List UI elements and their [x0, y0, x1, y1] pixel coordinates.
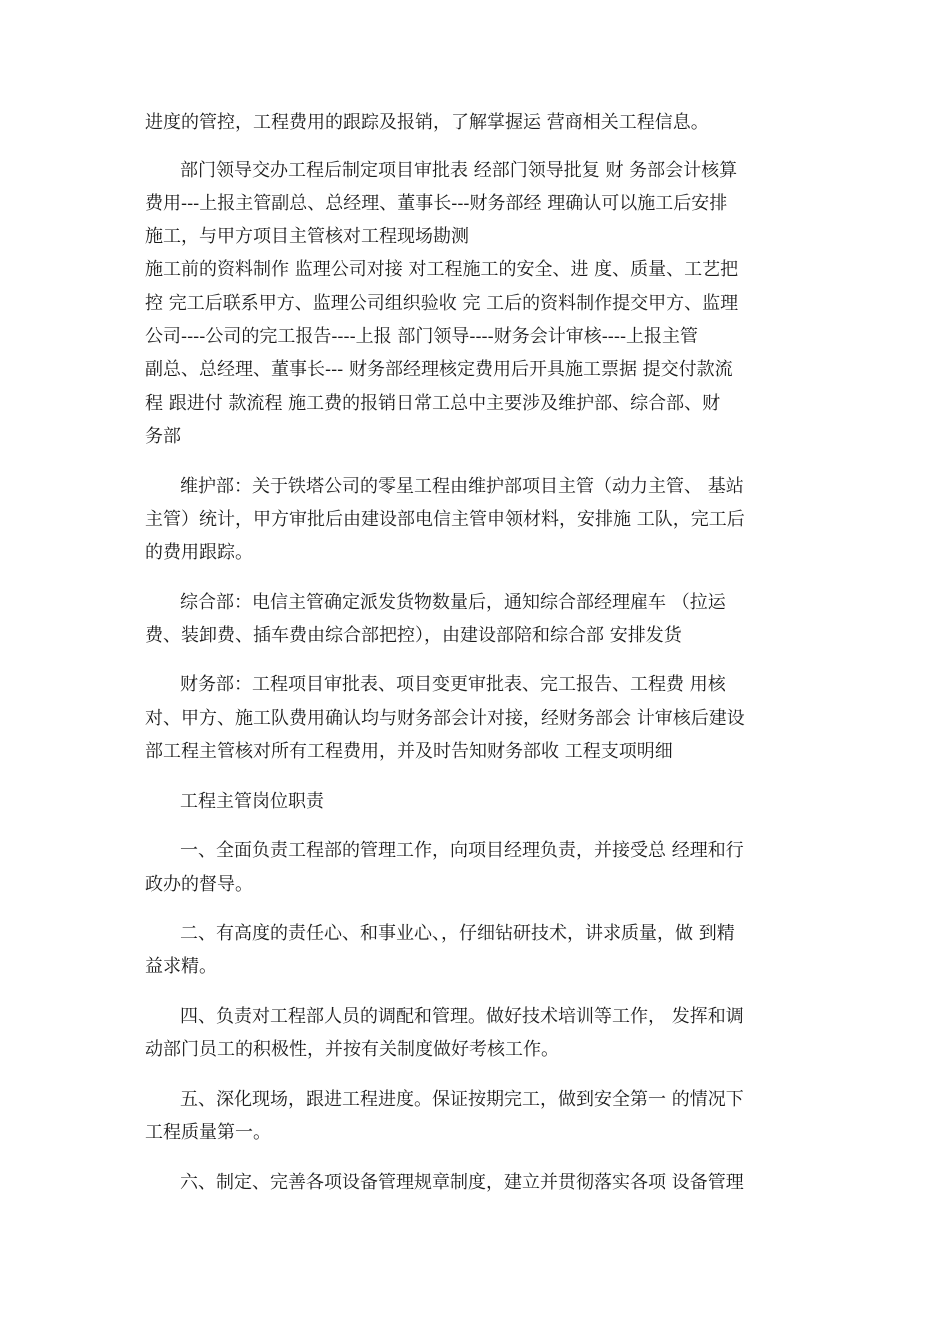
text-line: 务部 [145, 426, 181, 447]
text-line: 四、负责对工程部人员的调配和管理。做好技术培训等工作， 发挥和调 [180, 1006, 744, 1027]
text-line: 六、制定、完善各项设备管理规章制度，建立并贯彻落实各项 设备管理 [180, 1172, 744, 1193]
text-line: 公司----公司的完工报告----上报 部门领导----财务会计审核----上报主管 [145, 326, 699, 347]
text-line: 五、深化现场，跟进工程进度。保证按期完工，做到安全第一 的情况下 [180, 1089, 744, 1110]
text-line: 施工前的资料制作 监理公司对接 对工程施工的安全、进 度、质量、工艺把 [145, 259, 739, 280]
text-line: 动部门员工的积极性，并按有关制度做好考核工作。 [145, 1039, 559, 1060]
text-line: 综合部：电信主管确定派发货物数量后，通知综合部经理雇车 （拉运 [180, 592, 726, 613]
text-line: 费、装卸费、插车费由综合部把控），由建设部陪和综合部 安排发货 [145, 625, 682, 646]
text-line: 程 跟进付 款流程 施工费的报销日常工总中主要涉及维护部、综合部、财 [145, 393, 721, 414]
text-line: 工程质量第一。 [145, 1122, 271, 1143]
text-line: 主管）统计，甲方审批后由建设部电信主管申领材料，安排施 工队，完工后 [145, 509, 745, 530]
text-line: 一、全面负责工程部的管理工作，向项目经理负责，并接受总 经理和行 [180, 840, 744, 861]
text-line: 部门领导交办工程后制定项目审批表 经部门领导批复 财 务部会计核算 [180, 160, 738, 181]
text-line: 部工程主管核对所有工程费用，并及时告知财务部收 工程支项明细 [145, 741, 673, 762]
section-heading: 工程主管岗位职责 [180, 791, 324, 812]
text-line: 二、有高度的责任心、和事业心、，仔细钻研技术，讲求质量，做 到精 [180, 923, 735, 944]
text-line: 对、甲方、施工队费用确认均与财务部会计对接，经财务部会 计审核后建设 [145, 708, 745, 729]
text-line: 的费用跟踪。 [145, 542, 253, 563]
text-line: 进度的管控，工程费用的跟踪及报销，了解掌握运 营商相关工程信息。 [145, 112, 709, 133]
text-line: 费用---上报主管副总、总经理、董事长---财务部经 理确认可以施工后安排 [145, 193, 728, 214]
text-line: 政办的督导。 [145, 874, 253, 895]
text-line: 益求精。 [145, 956, 217, 977]
text-line: 控 完工后联系甲方、监理公司组织验收 完 工后的资料制作提交甲方、监理 [145, 293, 739, 314]
text-line: 副总、总经理、董事长--- 财务部经理核定费用后开具施工票据 提交付款流 [145, 359, 733, 380]
text-line: 财务部：工程项目审批表、项目变更审批表、完工报告、工程费 用核 [180, 674, 726, 695]
text-line: 维护部：关于铁塔公司的零星工程由维护部项目主管（动力主管、 基站 [180, 476, 744, 497]
text-line: 施工，与甲方项目主管核对工程现场勘测 [145, 226, 469, 247]
